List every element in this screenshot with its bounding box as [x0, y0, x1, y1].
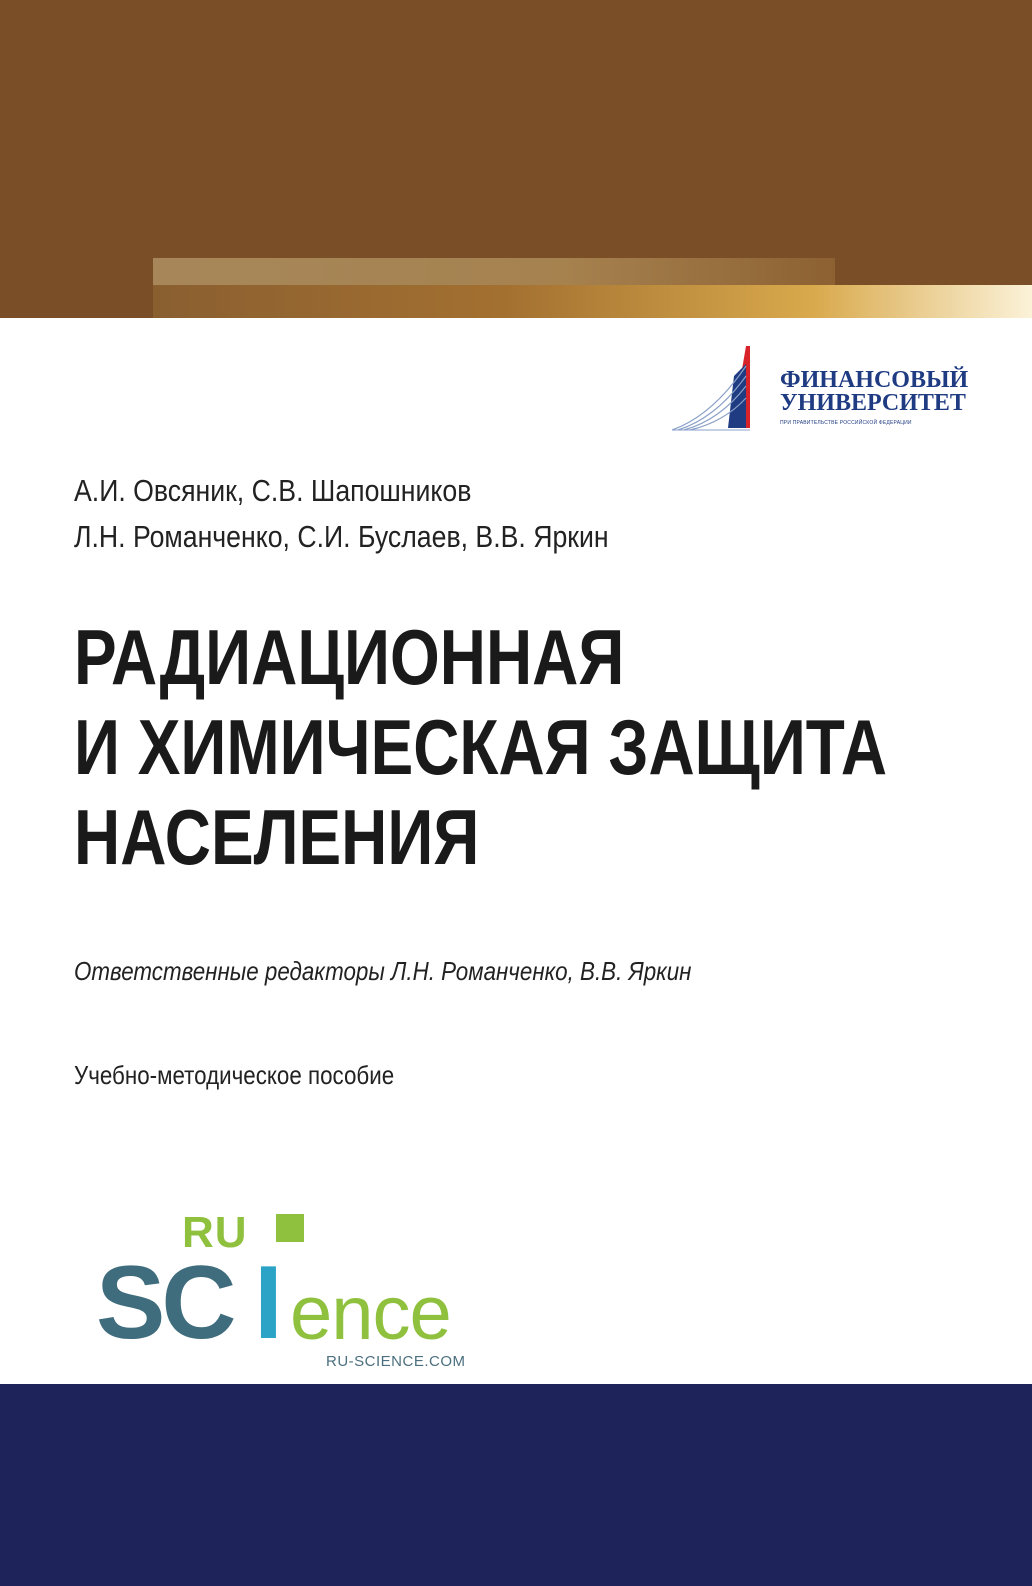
- authors-line-2: Л.Н. Романченко, С.И. Буслаев, В.В. Яркин: [74, 519, 609, 554]
- university-subtitle: ПРИ ПРАВИТЕЛЬСТВЕ РОССИЙСКОЙ ФЕДЕРАЦИИ: [780, 420, 912, 426]
- title-line-1: РАДИАЦИОННАЯ: [74, 613, 625, 701]
- title-line-2: И ХИМИЧЕСКАЯ ЗАЩИТА: [74, 703, 888, 791]
- logo-ru-text: RU: [182, 1208, 248, 1257]
- editors-line: Ответственные редакторы Л.Н. Романченко, В.В. Яркин: [74, 956, 692, 986]
- logo-sc-text: SC: [96, 1245, 233, 1361]
- university-name-line2: УНИВЕРСИТЕТ: [780, 390, 966, 416]
- logo-green-square-icon: [276, 1214, 304, 1242]
- document-type: Учебно-методическое пособие: [74, 1060, 395, 1090]
- authors-block: [74, 468, 609, 560]
- decorative-stripe-upper: [153, 258, 835, 285]
- authors-line-1: А.И. Овсяник, С.В. Шапошников: [74, 473, 472, 508]
- logo-i-text: I: [254, 1245, 283, 1361]
- university-emblem-icon: [672, 346, 782, 438]
- title-line-3: НАСЕЛЕНИЯ: [74, 793, 480, 881]
- financial-university-logo: [672, 346, 969, 438]
- university-name-line1: ФИНАНСОВЫЙ: [780, 367, 969, 393]
- ru-science-logo: [96, 1208, 516, 1378]
- decorative-stripe-lower: [153, 285, 1032, 318]
- book-title: [74, 612, 887, 882]
- logo-ence-text: ence: [290, 1271, 451, 1356]
- logo-url-text: RU-SCIENCE.COM: [326, 1353, 466, 1370]
- bottom-color-band: [0, 1384, 1032, 1586]
